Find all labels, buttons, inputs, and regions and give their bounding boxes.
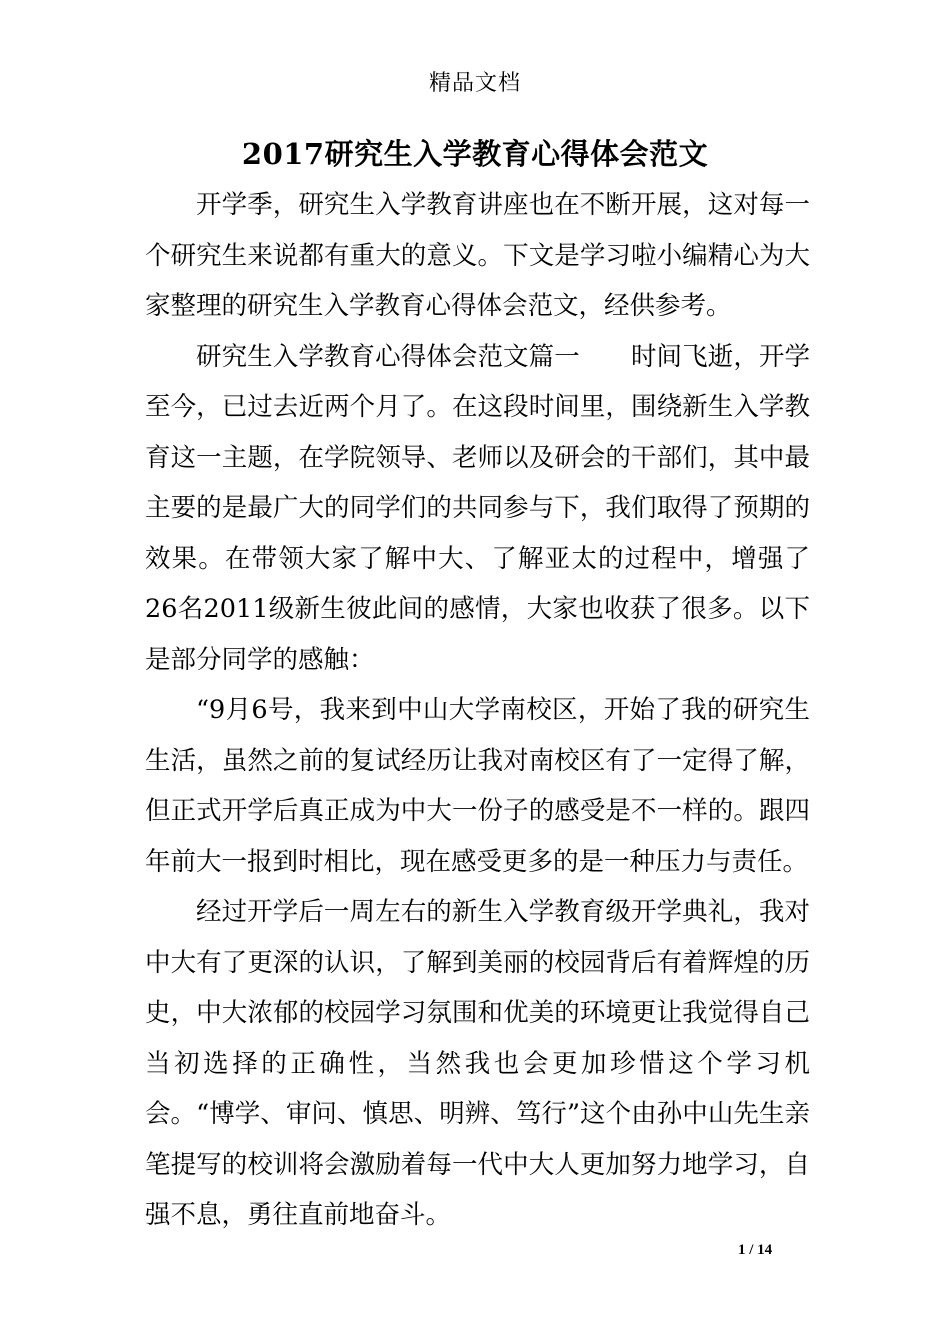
paragraph: “9月6号，我来到中山大学南校区，开始了我的研究生生活，虽然之前的复试经历让我对南校区有了一定得了解，但正式开学后真正成为中大一份子的感受是不一样的。跟四年前大一报到时相比，现在感受更多的是一种压力与责任。 [145,695,810,877]
paragraph: 研究生入学教育心得体会范文篇一 时间飞逝，开学至今，已过去近两个月了。在这段时间里，围绕新生入学教育这一主题，在学院领导、老师以及研会的干部们，其中最主要的是最广大的同学们的共同参与下，我们取得了预期的效果。在带领大家了解中大、了解亚太的过程中，增强了26名2011级新生彼此间的感情，大家也收获了很多。以下是部分同学的感触： [145,341,810,675]
paragraph: 经过开学后一周左右的新生入学教育级开学典礼，我对中大有了更深的认识，了解到美丽的校园背后有着辉煌的历史，中大浓郁的校园学习氛围和优美的环境更让我觉得自己当初选择的正确性，当然我也会更加珍惜这个学习机会。“博学、审问、慎思、明辨、笃行”这个由孙中山先生亲笔提写的校训将会激励着每一代中大人更加努力地学习，自强不息，勇往直前地奋斗。 [145,897,810,1230]
page-number: 1 / 14 [738,1242,773,1258]
document-body [145,180,810,1241]
page-header: 精品文档 [428,71,521,96]
paragraph: 开学季，研究生入学教育讲座也在不断开展，这对每一个研究生来说都有重大的意义。下文是学习啦小编精心为大家整理的研究生入学教育心得体会范文，经供参考。 [145,190,810,321]
document-title: 2017研究生入学教育心得体会范文 [241,137,709,171]
